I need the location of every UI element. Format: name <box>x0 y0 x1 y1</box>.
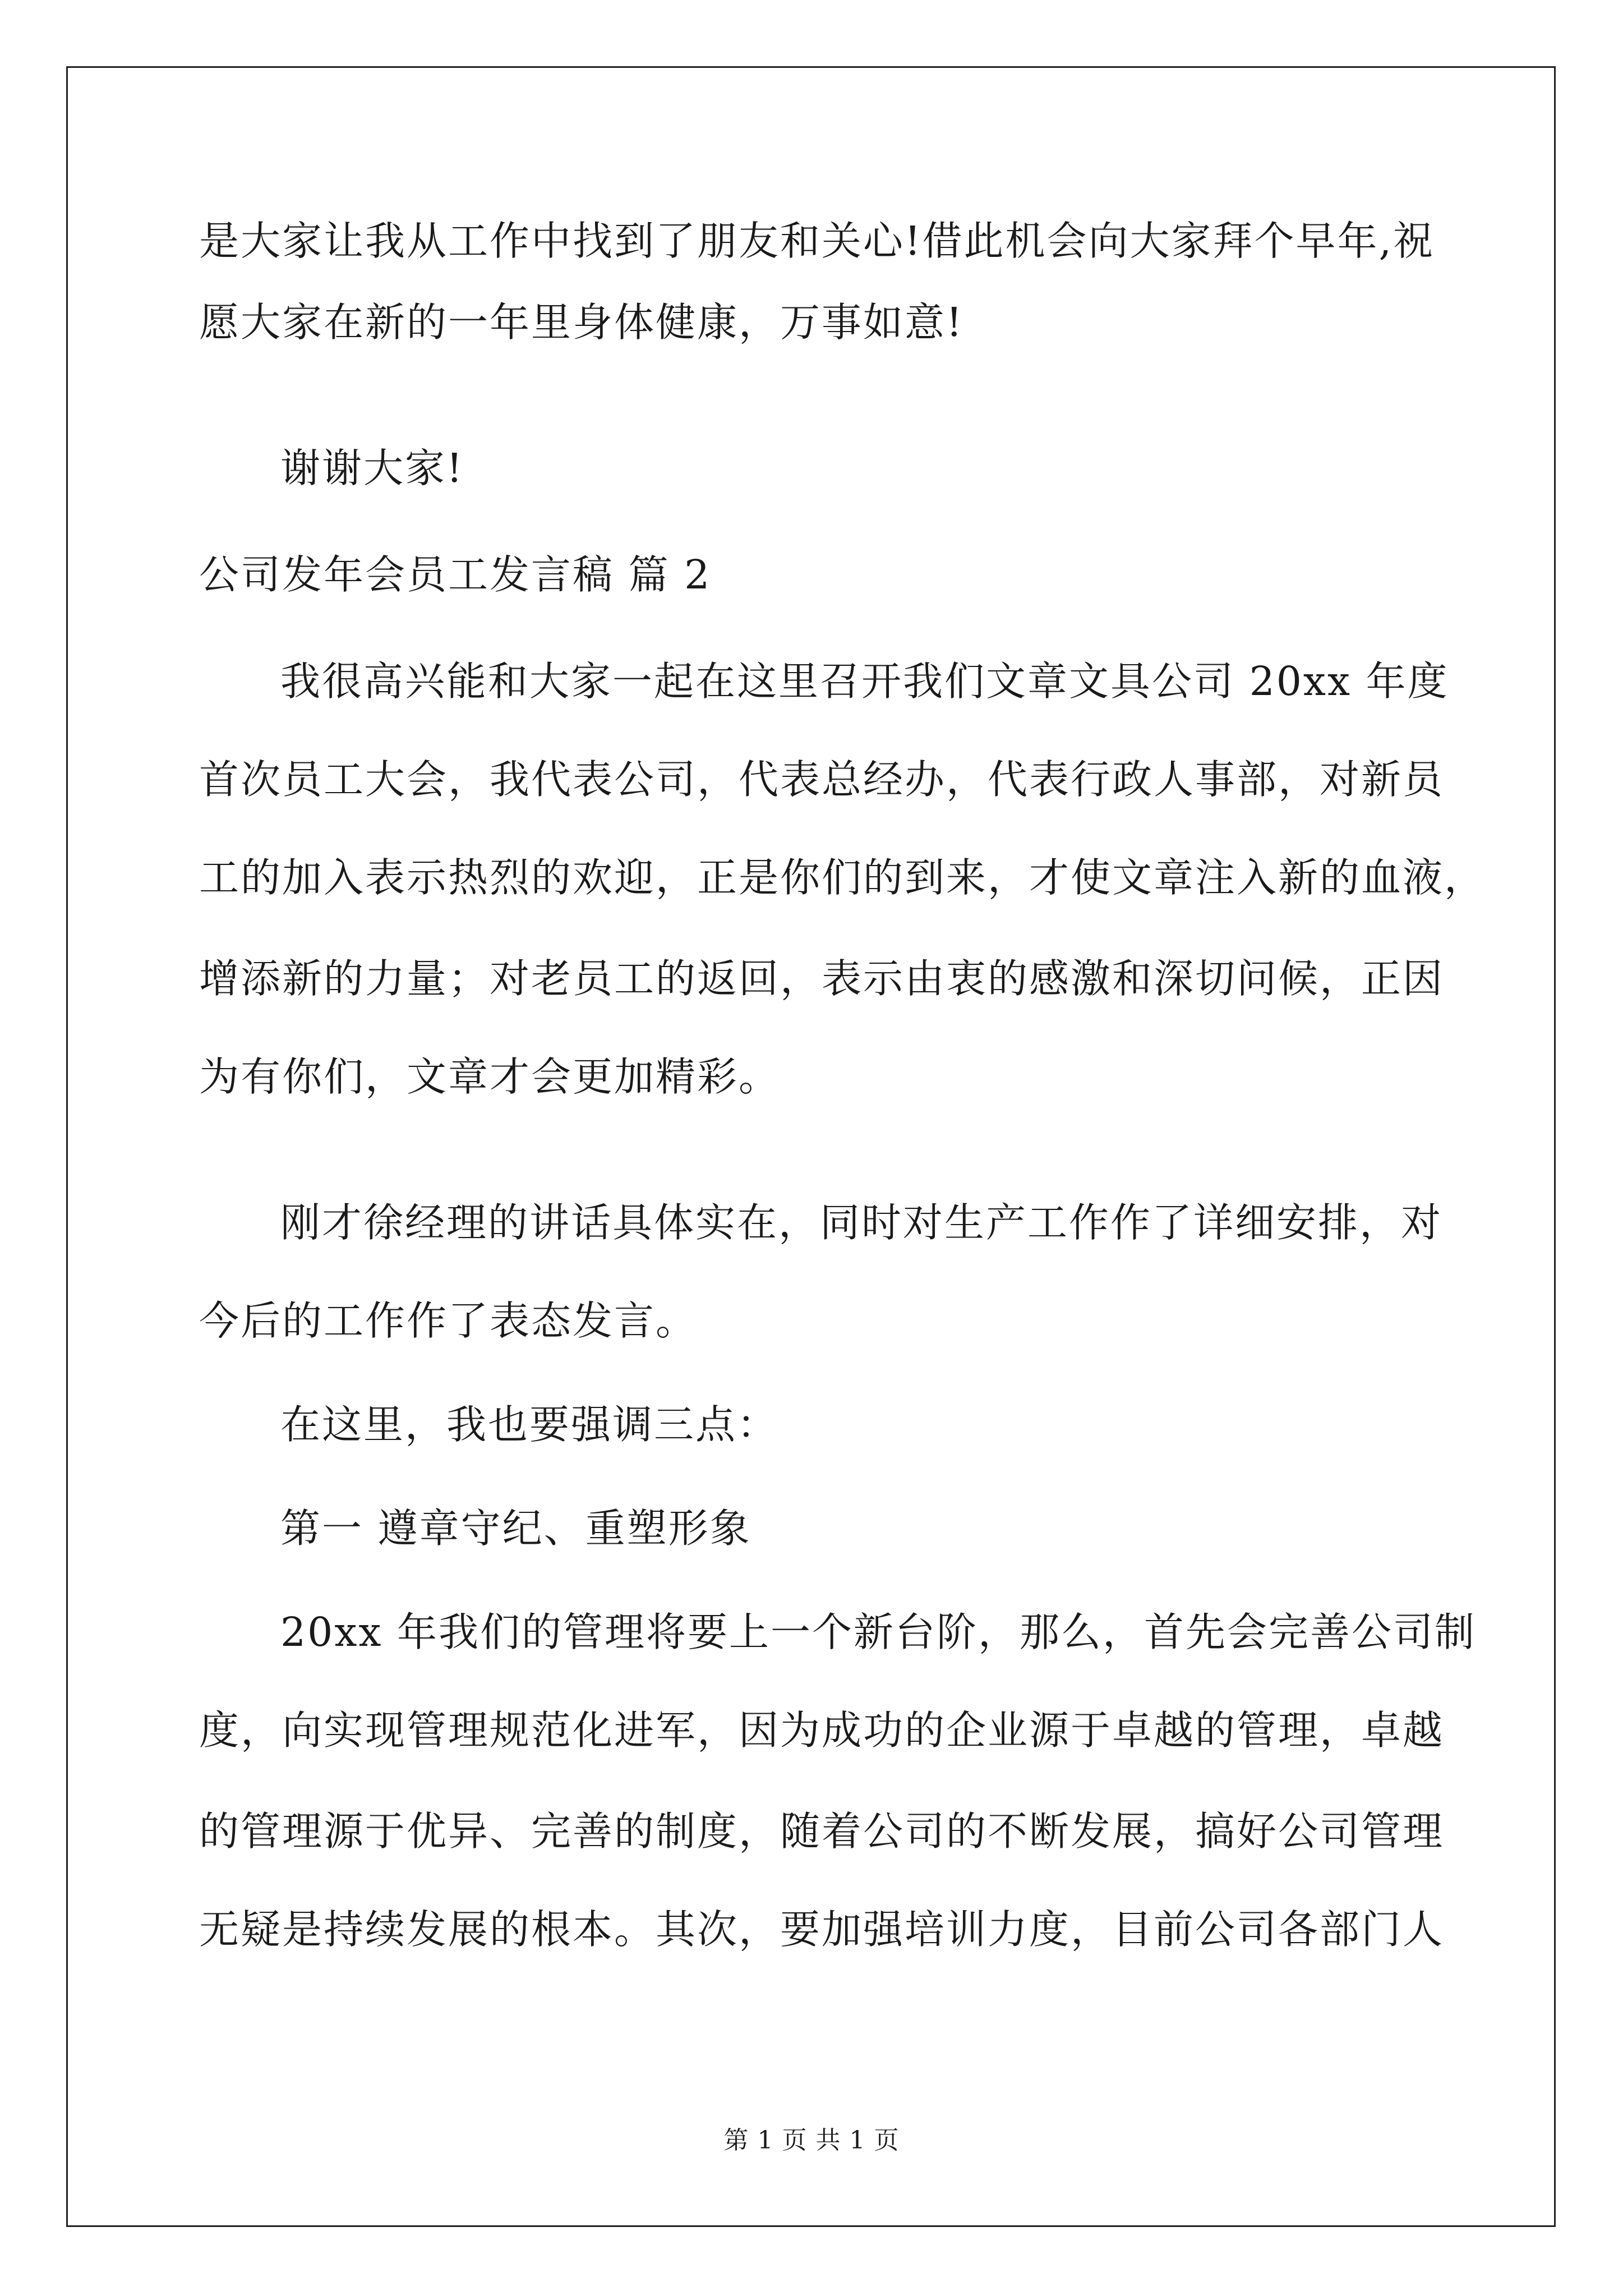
section-heading: 公司发年会员工发言稿 篇 2 <box>199 551 712 598</box>
text-line: 度，向实现管理规范化进军，因为成功的企业源于卓越的管理，卓越 <box>199 1707 1445 1754</box>
text-line: 无疑是持续发展的根本。其次，要加强培训力度，目前公司各部门人 <box>199 1906 1445 1953</box>
text-line: 的管理源于优异、完善的制度，随着公司的不断发展，搞好公司管理 <box>199 1808 1445 1855</box>
text-line: 20xx 年我们的管理将要上一个新台阶，那么，首先会完善公司制 <box>280 1609 1476 1655</box>
page-border <box>66 66 1556 2227</box>
closing-line: 谢谢大家! <box>280 445 464 491</box>
text-line: 今后的工作作了表态发言。 <box>199 1297 698 1344</box>
text-line: 刚才徐经理的讲话具体实在，同时对生产工作作了详细安排，对 <box>280 1199 1443 1246</box>
text-line: 工的加入表示热烈的欢迎，正是你们的到来，才使文章注入新的血液， <box>199 854 1486 901</box>
text-line: 愿大家在新的一年里身体健康，万事如意! <box>199 299 964 346</box>
page-number: 第 1 页 共 1 页 <box>723 2126 900 2155</box>
text-line: 首次员工大会，我代表公司，代表总经办，代表行政人事部，对新员 <box>199 756 1445 803</box>
text-line: 在这里，我也要强调三点： <box>280 1401 779 1448</box>
text-line: 增添新的力量；对老员工的返回，表示由衷的感激和深切问候，正因 <box>199 955 1445 1002</box>
text-line: 我很高兴能和大家一起在这里召开我们文章文具公司 20xx 年度 <box>280 658 1449 705</box>
subheading: 第一 遵章守纪、重塑形象 <box>280 1505 751 1552</box>
text-line: 为有你们，文章才会更加精彩。 <box>199 1053 781 1100</box>
text-line: 是大家让我从工作中找到了朋友和关心!借此机会向大家拜个早年,祝 <box>199 218 1435 264</box>
